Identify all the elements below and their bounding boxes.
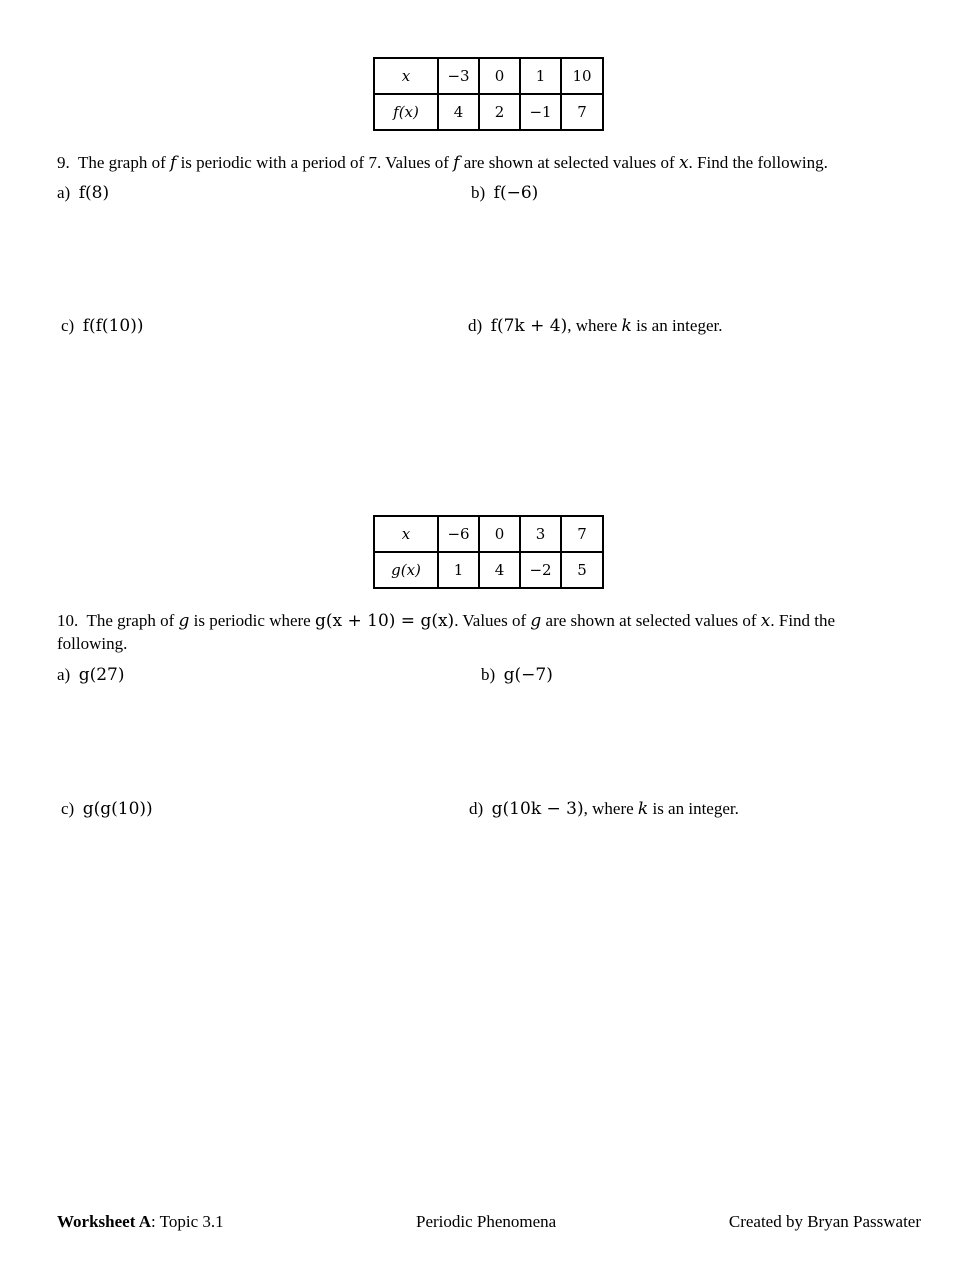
value-table-g: [373, 515, 604, 589]
problem-10-part-d: d) g(10k − 3), where k is an integer.: [469, 799, 739, 819]
math-expression: f(f(10)): [82, 316, 144, 336]
table-cell: 3: [520, 516, 561, 552]
table-cell: 7: [561, 516, 603, 552]
table-row: [374, 552, 603, 588]
worksheet-label: Worksheet A: [57, 1212, 151, 1231]
math-expression: f(−6): [493, 183, 539, 203]
footer-right: Created by Bryan Passwater: [728, 1212, 921, 1231]
table-cell: 0: [479, 516, 520, 552]
table-cell: −1: [520, 94, 561, 130]
table-row: [374, 516, 603, 552]
problem-9-part-d: d) f(7k + 4), where k is an integer.: [468, 316, 723, 336]
problem-10-prompt-line2: following.: [57, 634, 128, 653]
table-header-fx: f(x): [374, 94, 438, 130]
problem-number: 9.: [57, 153, 70, 172]
table-row: [374, 94, 603, 130]
table-cell: 10: [561, 58, 603, 94]
table-cell: −2: [520, 552, 561, 588]
problem-10-part-c: c) g(g(10)): [61, 799, 153, 819]
table-row: [374, 58, 603, 94]
math-expression: g(g(10)): [82, 799, 153, 819]
math-expression: g(x + 10) = g(x): [314, 611, 455, 631]
math-expression: g(10k − 3): [491, 799, 584, 819]
table-cell: 4: [438, 94, 479, 130]
table-cell: −6: [438, 516, 479, 552]
table-cell: 2: [479, 94, 520, 130]
footer-center: Periodic Phenomena: [416, 1212, 557, 1231]
problem-10-part-b: b) g(−7): [481, 665, 553, 685]
math-expression: f(8): [78, 183, 110, 203]
table-cell: 4: [479, 552, 520, 588]
footer-left: Worksheet A: Topic 3.1: [57, 1212, 224, 1231]
problem-10-prompt: 10. The graph of g is periodic where g(x + 10) = g(x). Values of g are shown at selected values of x. Find the: [57, 611, 836, 631]
problem-9-part-b: b) f(−6): [471, 183, 539, 203]
math-expression: f(7k + 4): [490, 316, 568, 336]
problem-9-part-c: c) f(f(10)): [61, 316, 144, 336]
table-header-x: x: [374, 58, 438, 94]
table-cell: 5: [561, 552, 603, 588]
problem-9-part-a: a) f(8): [57, 183, 110, 203]
table-cell: 1: [520, 58, 561, 94]
table-cell: 1: [438, 552, 479, 588]
problem-number: 10.: [57, 611, 79, 630]
table-header-x: x: [374, 516, 438, 552]
table-cell: −3: [438, 58, 479, 94]
problem-10-part-a: a) g(27): [57, 665, 125, 685]
math-expression: g(27): [78, 665, 125, 685]
math-expression: g(−7): [503, 665, 553, 685]
table-header-gx: g(x): [374, 552, 438, 588]
table-cell: 7: [561, 94, 603, 130]
problem-9-prompt: 9. The graph of f is periodic with a period of 7. Values of f are shown at selected values of x. Find the following.: [57, 153, 828, 173]
value-table-f: [373, 57, 604, 131]
table-cell: 0: [479, 58, 520, 94]
